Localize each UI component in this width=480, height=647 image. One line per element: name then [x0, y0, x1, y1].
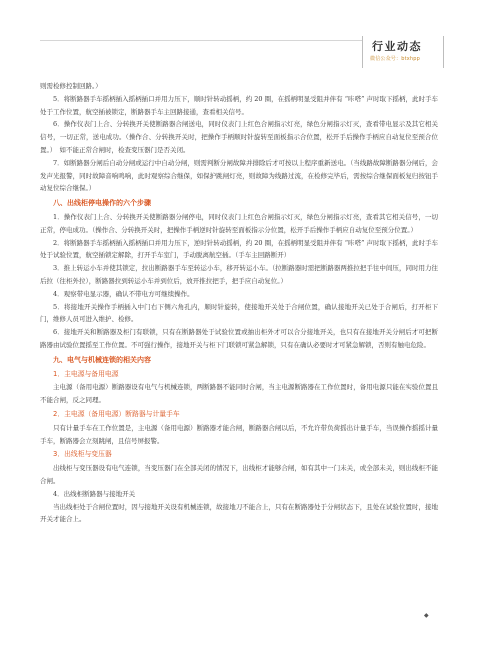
section-heading-8: 八、出线柜停电操作的六个步骤 — [53, 199, 151, 208]
column-title: 行业动态 — [372, 40, 422, 53]
subsection-heading: 3．出线柜与变压器 — [53, 450, 112, 459]
paragraph: 5．将断路器手车摇柄插入摇柄插口并用力压下，顺时针转动摇柄，约 20 圈，在摇柄明显受阻并伴有 “咔嗒” 声时取下摇柄，此时手车处于工作位置，航空插被锁定，断路器手车主回路接通，查看相关信号。 — [40, 94, 438, 116]
paragraph: 7．如断路器分闸后自动分闸或运行中自动分闸，则需判断分闸故障并排除后才可按以上程序重新送电。（当线路故障断路器分闸后，会发声光报警，同时故障音响鸣响，此时观察综合继保，如保护跳闸灯亮，则故障为线路过流，在检修完毕后，需按综合继保面板复归按钮手动复位综合继保。） — [40, 158, 438, 193]
paragraph: 5．将接地开关操作手柄插入中门右下侧六角孔内，顺时针旋转，使接地开关处于合闸位置，确认接地开关已处于合闸后，打开柜下门，维修人员可进入维护、检修。 — [40, 302, 438, 324]
wechat-subtitle: 微信公众号：btxhpp — [370, 56, 421, 62]
article-body — [40, 80, 438, 526]
paragraph: 1．操作仪表门上合、分转换开关使断路器分闸停电，同时仪表门上红色合闸指示灯灭，绿色分闸指示灯亮，查看其它相关信号，一切正常，停电成功。（操作合、分转换开关时，把操作手柄逆时针旋转至面板指示分位置，松开手后操作手柄应自动复位至预分位置。） — [40, 212, 438, 234]
paragraph: 则需检修控制回路。） — [40, 82, 102, 90]
paragraph: 2．将断路器手车摇柄插入摇柄插口并用力压下，逆时针转动摇柄，约 20 圈，在摇柄明显受阻并伴有 “咔嗒” 声时取下摇柄，此时手车处于试验位置，航空插锁定解除，打开手车室门，手动脱离航空插。（手车主回路断开） — [40, 238, 438, 260]
header-rule — [40, 40, 362, 41]
paragraph: 只有计量手车在工作位置是，主电源（备用电源）断路器才能合闸，断路器合闸以后，不允许带负荷摇出计量手车，当误操作摇摇计量手车，断路器会立刻跳闸，且信号屏报警。 — [40, 423, 438, 445]
page-marker: ◆ — [424, 612, 429, 619]
subsection-heading: 1．主电源与备用电源 — [53, 369, 119, 378]
paragraph: 出线柜与变压器设有电气连锁，当变压器门在全部关闭的情况下，出线柜才能够合闸，如有其中一门未关，或全部未关，则出线柜不能合闸。 — [40, 464, 438, 485]
paragraph: 当出线柜处于合闸位置时，因与接地开关设有机械连锁，故接地刀不能合上，只有在断路器处于分闸状态下，且处在试验位置时，接地开关才能合上。 — [40, 502, 438, 524]
paragraph: 6．操作仪表门上合、分转换开关使断路器合闸送电，同时仪表门上红色合闸指示灯亮，绿色分闸指示灯灭，查看带电显示及其它相关信号，一切正常，送电成功。（操作合、分转换开关时，把操作手柄顺时针旋转至面板指示合位置，松开手后操作手柄应自动复位至预合位置。） 如不能正常合闸时，检查变压器门是否关闭。 — [40, 120, 438, 154]
paragraph: 4．出线柜断路器与接地开关 — [53, 489, 136, 498]
paragraph: 3．推上转运小车并使其锁定，拉出断路器手车至转运小车，移开转运小车。（拉断路器时需把断路器两推拉把手往中间压，同时用力往后拉（往柜外拉），断路器拉到转运小车并到位后，放开推拉把手，把手应自动复位。） — [40, 264, 438, 285]
paragraph: 主电源（备用电源）断路器设有电气与机械连锁，两断路器不能同时合闸，当主电源断路器在工作位置时，备用电源只能在实验位置且不能合闸，反之同理。 — [40, 383, 438, 405]
section-heading-9: 九、电气与机械连锁的相关内容 — [53, 355, 151, 364]
subsection-heading: 2．主电源（备用电源）断路器与计量手车 — [53, 409, 180, 418]
paragraph: 4．观察带电显示器，确认不带电方可继续操作。 — [53, 289, 194, 298]
paragraph: 6．接地开关和断路器及柜门有联锁，只有在断路器处于试验位置或抽出柜外才可以合分接地开关，也只有在接地开关分闸后才可把断路器由试验位置摇至工作位置。不可强行操作，接地开关与柜下门联锁可紧急解锁，只有在确认必要时才可紧急解锁，否则有触电危险。 — [40, 328, 438, 349]
